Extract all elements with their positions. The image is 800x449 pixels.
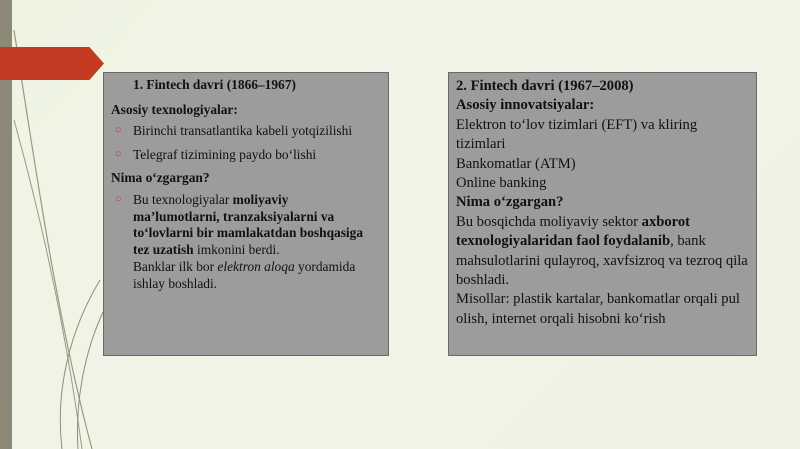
era-2-innov-heading: Asosiy innovatsiyalar: [456,97,595,114]
red-arrow-tab [0,47,104,80]
era-1-tech-item [111,123,376,140]
era-2-innov-item: Elektron to‘lov tizimlari (EFT) va kliring tizimlari [456,116,698,153]
era-2-title: 2. Fintech davri (1967–2008) [456,78,634,94]
change-text: Bu bosqichda moliyaviy sektor [456,213,642,230]
era-1-change-heading: Nima o‘zgargan? [111,170,210,186]
era-2-innov-item: Bankomatlar (ATM) [456,155,576,172]
era-1-banks-text [111,259,376,292]
era-1-tech-item [111,147,376,164]
era-1-title: 1. Fintech davri (1866–1967) [133,77,296,92]
era-2-change-text [456,213,750,291]
era-2-examples: Misollar: plastik kartalar, bankomatlar orqali pul olish, internet orqali hisobni ko‘rish [456,291,740,327]
era-1-change-item [111,192,376,258]
era-1-tech-heading: Asosiy texnologiyalar: [111,101,238,117]
change-text-end: imkonini berdi. [193,241,280,257]
change-text: Bu texnologiyalar [133,191,233,207]
era-2-panel [448,72,757,356]
tech-item-text: Birinchi transatlantika kabeli yotqizilishi [133,123,353,139]
era-2-innov-item: Online banking [456,175,547,192]
bullet-icon: ○ [115,192,122,205]
banks-text-end: yordamida ishlay boshladi. [133,259,356,291]
era-1-panel [103,72,389,356]
bullet-icon: ○ [115,147,122,160]
change-text-end: , bank mahsulotlarini qulayroq, xavfsizroq va tezroq qila boshladi. [456,233,748,289]
banks-italic-text: elektron aloqa [217,259,295,275]
banks-text: Banklar ilk bor [133,259,218,275]
era-2-change-heading: Nima o‘zgargan? [456,194,564,211]
tech-item-text: Telegraf tizimining paydo bo‘lishi [133,146,317,162]
change-bold-text: axborot texnologiyalaridan faol foydalanib [456,213,691,250]
change-bold-text: moliyaviy ma’lumotlarni, tranzaksiyalarni va to‘lovlarni bir mamlakatdan boshqasiga tez uzatish [133,191,364,257]
bullet-icon: ○ [115,124,122,137]
